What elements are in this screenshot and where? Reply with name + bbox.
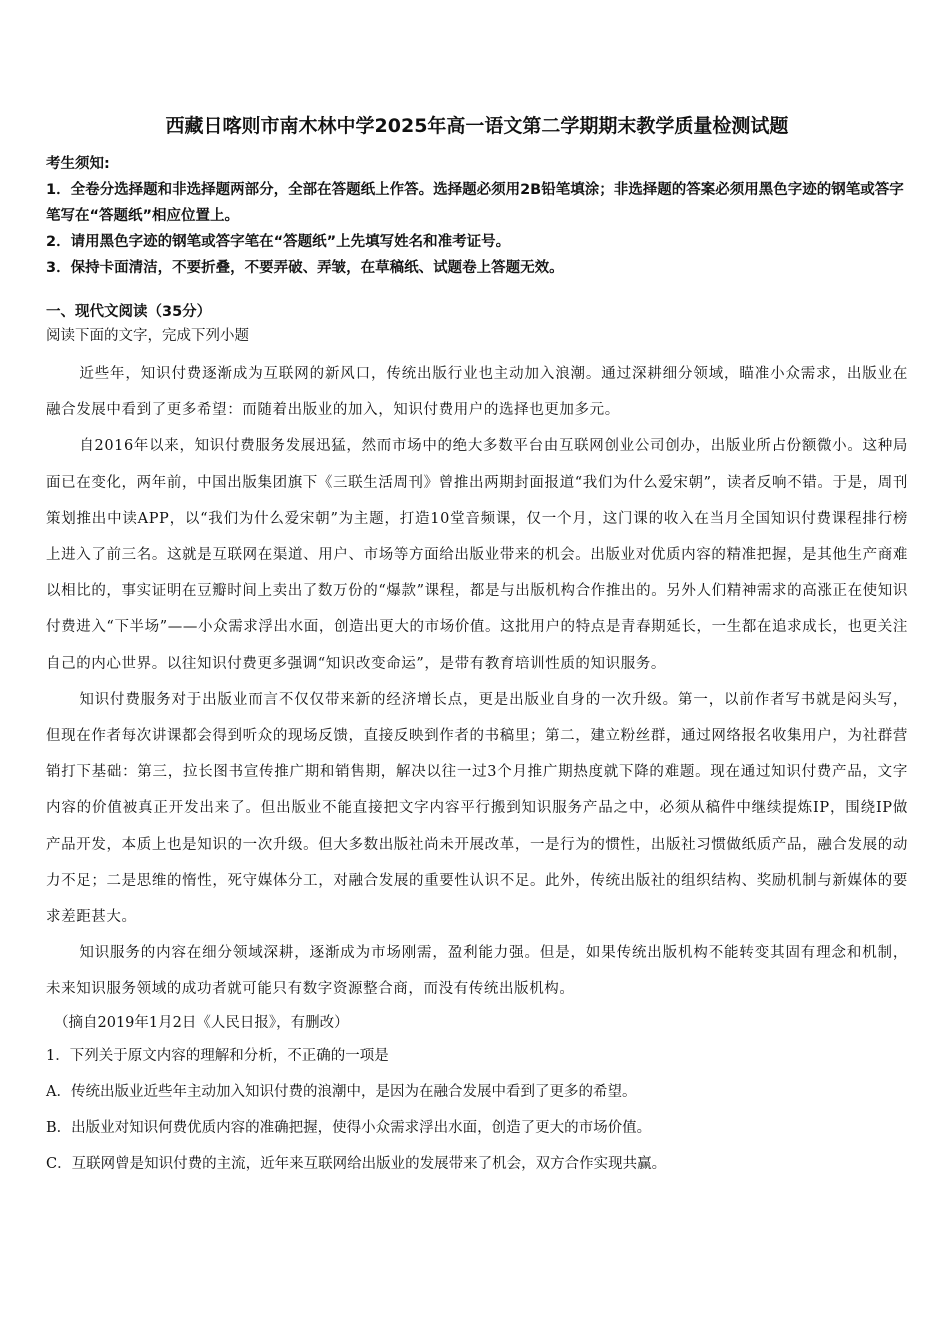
notice-item-1: 1．全卷分选择题和非选择题两部分，全部在答题纸上作答。选择题必须用2B铅笔填涂；非选择题的答案必须用黑色字迹的钢笔或答字笔写在“答题纸”相应位置上。 xyxy=(46,182,904,224)
reading-section xyxy=(46,300,908,1182)
option-a[interactable]: A．传统出版业近些年主动加入知识付费的浪潮中，是因为在融合发展中看到了更多的希望。 xyxy=(46,1083,637,1100)
passage-paragraph: 知识服务的内容在细分领域深耕，逐渐成为市场刚需，盈利能力强。但是，如果传统出版机构不能转变其固有理念和机制，未来知识服务领域的成功者就可能只有数字资源整合商，而没有传统出版机构。 xyxy=(46,945,908,998)
exam-title: 西藏日喀则市南木林中学2025年高一语文第二学期期末教学质量检测试题 xyxy=(165,115,789,137)
section-heading: 一、现代文阅读（35分） xyxy=(46,304,212,320)
passage-source: （摘自2019年1月2日《人民日报》，有删改） xyxy=(54,1014,349,1031)
notice-item-2: 2．请用黑色字迹的钢笔或答字笔在“答题纸”上先填写姓名和准考证号。 xyxy=(46,234,511,250)
passage-paragraph: 自2016年以来，知识付费服务发展迅猛，然而市场中的绝大多数平台由互联网创业公司创办，出版业所占份额微小。这种局面已在变化，两年前，中国出版集团旗下《三联生活周刊》曾推出两期封面报道“我们为什么爱宋朝”，读者反响不错。于是，周刊策划推出中读APP，以“我们为什么爱宋朝”为主题，打造10堂音频课，仅一个月，这门课的收入在当月全国知识付费课程排行榜上进入了前三名。这就是互联网在渠道、用户、市场等方面给出版业带来的机会。出版业对优质内容的精准把握，是其他生产商难以相比的，事实证明在豆瓣时间上卖出了数万份的“爆款”课程，都是与出版机构合作推出的。另外人们精神需求的高涨正在使知识付费进入“下半场”——小众需求浮出水面，创造出更大的市场价值。这批用户的特点是青春期延长，一生都在追求成长，也更关注自己的内心世界。以往知识付费更多强调“知识改变命运”，是带有教育培训性质的知识服务。 xyxy=(46,438,908,672)
notice-heading: 考生须知: xyxy=(46,156,110,172)
section-instruction: 阅读下面的文字，完成下列小题 xyxy=(46,328,249,344)
reading-passage xyxy=(46,356,908,1008)
option-c[interactable]: C．互联网曾是知识付费的主流，近年来互联网给出版业的发展带来了机会，双方合作实现共赢。 xyxy=(46,1155,667,1172)
question-stem: 1．下列关于原文内容的理解和分析，不正确的一项是 xyxy=(46,1047,389,1064)
candidate-notice xyxy=(46,151,908,281)
notice-item-3: 3．保持卡面清洁，不要折叠，不要弄破、弄皱，在草稿纸、试题卷上答题无效。 xyxy=(46,260,564,276)
passage-paragraph: 知识付费服务对于出版业而言不仅仅带来新的经济增长点，更是出版业自身的一次升级。第一，以前作者写书就是闷头写，但现在作者每次讲课都会得到听众的现场反馈，直接反映到作者的书稿里；第二，建立粉丝群，通过网络报名收集用户，为社群营销打下基础：第三，拉长图书宣传推广期和销售期，解决以往一过3个月推广期热度就下降的难题。现在通过知识付费产品，文字内容的价值被真正开发出来了。但出版业不能直接把文字内容平行搬到知识服务产品之中，必须从稿件中继续提炼IP，围绕IP做产品开发，本质上也是知识的一次升级。但大多数出版社尚未开展改革，一是行为的惯性，出版社习惯做纸质产品，融合发展的动力不足；二是思维的惰性，死守媒体分工，对融合发展的重要性认识不足。此外，传统出版社的组织结构、奖励机制与新媒体的要求差距甚大。 xyxy=(46,691,908,926)
option-b[interactable]: B．出版业对知识何费优质内容的准确把握，使得小众需求浮出水面，创造了更大的市场价值。 xyxy=(46,1119,652,1136)
passage-paragraph: 近些年，知识付费逐渐成为互联网的新风口，传统出版行业也主动加入浪潮。通过深耕细分领域，瞄准小众需求，出版业在融合发展中看到了更多希望：而随着出版业的加入，知识付费用户的选择也更加多元。 xyxy=(46,366,908,419)
